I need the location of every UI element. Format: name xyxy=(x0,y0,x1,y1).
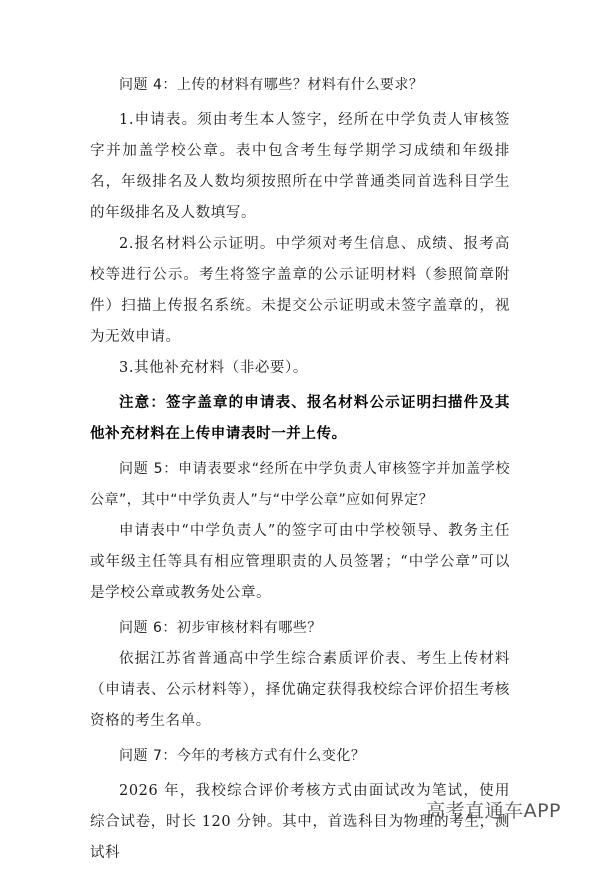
question-4-title: 问题 4：上传的材料有哪些？材料有什么要求？ xyxy=(119,77,424,93)
question-4-item-3: 3.其他补充材料（非必要）。 xyxy=(119,360,308,376)
question-7-answer: 2026 年，我校综合评价考核方式由面试改为笔试，使用综合试卷，时长 120 分钟。其中，首选科目为物理的考生，测试科 xyxy=(90,783,510,861)
question-7-title: 问题 7：今年的考核方式有什么变化？ xyxy=(119,748,366,764)
question-5-answer: 申请表中“中学负责人”的签字可由中学校领导、教务主任或年级主任等具有相应管理职责的人员签署；“中学公章”可以是学校公章或教务处公章。 xyxy=(90,523,510,601)
question-4-item-1: 1.申请表。须由考生本人签字，经所在中学负责人审核签字并加盖学校公章。表中包含考生每学期学习成绩和年级排名，年级排名及人数均须按照所在中学普通类同首选科目学生的年级排名及人数填写。 xyxy=(90,112,510,221)
document-body xyxy=(90,70,510,869)
question-4-item-2: 2.报名材料公示证明。中学须对考生信息、成绩、报考高校等进行公示。考生将签字盖章的公示证明材料（参照简章附件）扫描上传报名系统。未提交公示证明或未签字盖章的，视为无效申请。 xyxy=(90,236,510,345)
question-6-answer: 依据江苏省普通高中学生综合素质评价表、考生上传材料（申请表、公示材料等），择优确定获得我校综合评价招生考核资格的考生名单。 xyxy=(90,651,510,729)
question-5-title: 问题 5：申请表要求“经所在中学负责人审核签字并加盖学校公章”，其中“中学负责人”与“中学公章”应如何界定？ xyxy=(90,461,510,508)
question-4-note: 注意：签字盖章的申请表、报名材料公示证明扫描件及其他补充材料在上传申请表时一并上传。 xyxy=(90,395,510,442)
watermark: 高考直通车APP xyxy=(426,800,561,822)
question-6-title: 问题 6：初步审核材料有哪些？ xyxy=(119,620,322,636)
